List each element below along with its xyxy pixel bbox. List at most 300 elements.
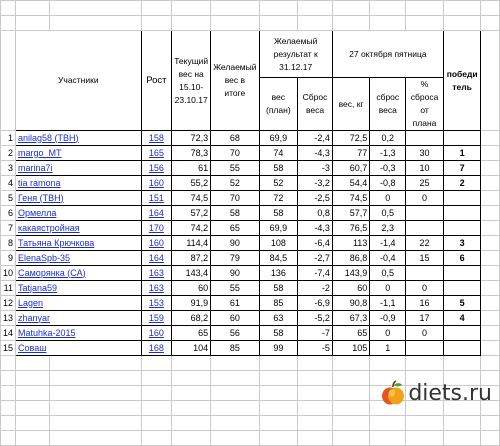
weight-cell: 54,4: [332, 176, 369, 191]
percent-cell: [406, 221, 444, 236]
weight-cell: 90,8: [332, 296, 369, 311]
height-cell-link[interactable]: 153: [148, 297, 164, 308]
top-blank-row: [1, 1, 500, 16]
weight-cell: 60: [332, 281, 369, 296]
height-cell-link[interactable]: 156: [148, 162, 164, 173]
winner-cell: 4: [443, 311, 481, 326]
empty-cell: [481, 236, 500, 251]
plan-drop-cell: -6,9: [298, 296, 333, 311]
participant-name[interactable]: [16, 266, 142, 281]
plan-weight-cell: 58: [259, 326, 298, 341]
winner-cell: [443, 281, 481, 296]
empty-cell: [172, 371, 211, 386]
empty-cell: [298, 386, 333, 401]
height-cell-link[interactable]: 164: [148, 207, 164, 218]
desired-weight-cell: 90: [211, 266, 259, 281]
header-plan-weight: вес (план): [259, 78, 298, 131]
desired-weight-cell: 85: [211, 341, 259, 356]
empty-cell: [50, 371, 141, 386]
empty-cell: [1, 431, 16, 446]
participant-name-link[interactable]: margo_MT: [18, 147, 62, 158]
empty-cell: [259, 386, 298, 401]
empty-cell: [141, 416, 172, 431]
participant-name-link[interactable]: anilag58 (ТВН): [18, 132, 79, 143]
drop-cell: -0,3: [370, 161, 406, 176]
participant-name-link[interactable]: Соваш: [18, 342, 47, 353]
drop-cell: 0,5: [370, 206, 406, 221]
row-number: 1: [1, 131, 16, 146]
empty-cell: [50, 356, 141, 371]
desired-weight-cell: 55: [211, 161, 259, 176]
plan-weight-cell: 69,9: [259, 131, 298, 146]
row-number: 5: [1, 191, 16, 206]
percent-cell: 0: [406, 326, 444, 341]
current-weight-cell: 61: [172, 161, 211, 176]
plan-drop-cell: -6,4: [298, 236, 333, 251]
participant-name[interactable]: [16, 161, 142, 176]
height-cell-link[interactable]: 168: [148, 342, 164, 353]
header-weight-kg: вес, кг: [332, 78, 369, 131]
weight-cell: 57,7: [332, 206, 369, 221]
plan-weight-cell: 72: [259, 191, 298, 206]
empty-cell: [172, 386, 211, 401]
empty-cell: [16, 386, 50, 401]
header-participants: Участники: [16, 31, 142, 131]
header-winners: победи тель: [443, 31, 481, 131]
empty-cell: [481, 356, 500, 371]
empty-cell: [481, 311, 500, 326]
drop-cell: 0: [370, 281, 406, 296]
empty-cell: [172, 416, 211, 431]
empty-cell: [1, 371, 16, 386]
weight-cell: 67,3: [332, 311, 369, 326]
plan-drop-cell: -3: [298, 161, 333, 176]
empty-cell: [1, 386, 16, 401]
participant-name[interactable]: [16, 311, 142, 326]
empty-cell: [481, 416, 500, 431]
weight-cell: 60,7: [332, 161, 369, 176]
weight-cell: 65: [332, 326, 369, 341]
participant-name-link[interactable]: Matuhka-2015: [18, 327, 76, 338]
drop-cell: 0,5: [370, 266, 406, 281]
row-number: 7: [1, 221, 16, 236]
plan-drop-cell: -3,2: [298, 176, 333, 191]
participant-name[interactable]: [16, 131, 142, 146]
empty-cell: [481, 131, 500, 146]
empty-cell: [1, 356, 16, 371]
empty-row: [1, 416, 500, 431]
plan-drop-cell: -2: [298, 281, 333, 296]
weight-cell: 113: [332, 236, 369, 251]
participant-name-link[interactable]: Tatjana59: [18, 282, 58, 293]
empty-cell: [481, 296, 500, 311]
weight-cell: 72,5: [332, 131, 369, 146]
participant-name-link[interactable]: tia ramona: [18, 177, 61, 188]
row-number: 3: [1, 161, 16, 176]
plan-weight-cell: 58: [259, 161, 298, 176]
winner-cell: [443, 266, 481, 281]
plan-drop-cell: -2,4: [298, 131, 333, 146]
plan-drop-cell: -5: [298, 341, 333, 356]
empty-cell: [16, 401, 50, 416]
participant-name-link[interactable]: Ормелла: [18, 207, 57, 218]
empty-row: [1, 356, 500, 371]
weight-cell: 74,5: [332, 191, 369, 206]
height-cell[interactable]: [141, 341, 172, 356]
participant-name[interactable]: [16, 176, 142, 191]
row-number: 15: [1, 341, 16, 356]
drop-cell: -1,1: [370, 296, 406, 311]
empty-cell: [481, 326, 500, 341]
height-cell[interactable]: [141, 236, 172, 251]
percent-cell: [406, 206, 444, 221]
winner-cell: [443, 206, 481, 221]
height-cell[interactable]: [141, 311, 172, 326]
drop-cell: -0,4: [370, 251, 406, 266]
row-number: 11: [1, 281, 16, 296]
empty-cell: [211, 431, 259, 446]
header-height: Рост: [141, 31, 172, 131]
participant-name[interactable]: [16, 281, 142, 296]
winner-cell: [443, 326, 481, 341]
empty-cell: [50, 431, 141, 446]
empty-cell: [443, 416, 481, 431]
row-number: 13: [1, 311, 16, 326]
empty-cell: [406, 356, 444, 371]
height-cell-link[interactable]: 163: [148, 267, 164, 278]
winner-cell: 1: [443, 146, 481, 161]
empty-row: [1, 431, 500, 446]
empty-cell: [298, 356, 333, 371]
row-number: 9: [1, 251, 16, 266]
empty-cell: [481, 161, 500, 176]
percent-cell: 0: [406, 281, 444, 296]
table-row: [1, 176, 500, 191]
height-cell-link[interactable]: 160: [148, 237, 164, 248]
empty-cell: [332, 356, 369, 371]
percent-cell: 15: [406, 251, 444, 266]
current-weight-cell: 65: [172, 326, 211, 341]
participant-name[interactable]: [16, 206, 142, 221]
header-current-weight: Текущий вес на 15.10-23.10.17: [172, 31, 211, 131]
height-cell[interactable]: [141, 296, 172, 311]
drop-cell: -0,8: [370, 176, 406, 191]
drop-cell: -1,4: [370, 236, 406, 251]
empty-cell: [370, 431, 406, 446]
percent-cell: 10: [406, 161, 444, 176]
empty-cell: [298, 431, 333, 446]
participant-name-link[interactable]: Геня (ТВН): [18, 192, 64, 203]
height-cell[interactable]: [141, 326, 172, 341]
empty-cell: [332, 371, 369, 386]
plan-weight-cell: 136: [259, 266, 298, 281]
plan-weight-cell: 63: [259, 311, 298, 326]
height-cell[interactable]: [141, 206, 172, 221]
height-cell-link[interactable]: 164: [148, 252, 164, 263]
empty-cell: [332, 401, 369, 416]
participant-name[interactable]: [16, 341, 142, 356]
table-row: [1, 311, 500, 326]
height-cell-link[interactable]: 160: [148, 177, 164, 188]
desired-weight-cell: 70: [211, 191, 259, 206]
current-weight-cell: 87,2: [172, 251, 211, 266]
empty-cell: [211, 356, 259, 371]
drop-cell: 2,3: [370, 221, 406, 236]
empty-cell: [298, 371, 333, 386]
empty-cell: [16, 431, 50, 446]
desired-weight-cell: 55: [211, 281, 259, 296]
participant-name[interactable]: [16, 236, 142, 251]
empty-cell: [1, 416, 16, 431]
table-row: [1, 191, 500, 206]
empty-cell: [443, 356, 481, 371]
table-row: [1, 251, 500, 266]
drop-cell: 0: [370, 191, 406, 206]
plan-drop-cell: -5,2: [298, 311, 333, 326]
table-row: [1, 206, 500, 221]
desired-weight-cell: 61: [211, 296, 259, 311]
current-weight-cell: 57,2: [172, 206, 211, 221]
drop-cell: -0,9: [370, 311, 406, 326]
table-row: [1, 341, 500, 356]
empty-cell: [259, 401, 298, 416]
empty-cell: [259, 371, 298, 386]
logo-text: diets.ru: [408, 380, 492, 406]
empty-cell: [481, 191, 500, 206]
empty-cell: [259, 431, 298, 446]
empty-cell: [211, 401, 259, 416]
height-cell[interactable]: [141, 266, 172, 281]
empty-cell: [481, 221, 500, 236]
header-date: 27 октября пятница: [332, 31, 443, 78]
height-cell[interactable]: [141, 146, 172, 161]
plan-weight-cell: 74: [259, 146, 298, 161]
row-number: 6: [1, 206, 16, 221]
empty-cell: [481, 281, 500, 296]
percent-cell: 0: [406, 191, 444, 206]
plan-weight-cell: 58: [259, 281, 298, 296]
empty-cell: [332, 431, 369, 446]
percent-cell: [406, 341, 444, 356]
table-row: [1, 161, 500, 176]
plan-drop-cell: -4,3: [298, 221, 333, 236]
empty-cell: [16, 416, 50, 431]
plan-drop-cell: -7,4: [298, 266, 333, 281]
winner-cell: [443, 131, 481, 146]
participant-name[interactable]: [16, 296, 142, 311]
table-row: [1, 131, 500, 146]
empty-cell: [481, 266, 500, 281]
current-weight-cell: 60: [172, 281, 211, 296]
plan-drop-cell: -2,7: [298, 251, 333, 266]
empty-cell: [406, 431, 444, 446]
height-cell[interactable]: [141, 176, 172, 191]
header-desired-result: Желаемый результат к 31.12.17: [259, 31, 332, 78]
participant-name-link[interactable]: Lagen: [18, 297, 44, 308]
winner-cell: [443, 221, 481, 236]
participant-name[interactable]: [16, 251, 142, 266]
plan-drop-cell: 0,8: [298, 206, 333, 221]
weight-cell: 143,9: [332, 266, 369, 281]
height-cell[interactable]: [141, 251, 172, 266]
current-weight-cell: 78,3: [172, 146, 211, 161]
weight-cell: 86,8: [332, 251, 369, 266]
table-row: [1, 281, 500, 296]
desired-weight-cell: 90: [211, 236, 259, 251]
empty-cell: [211, 386, 259, 401]
height-cell[interactable]: [141, 131, 172, 146]
empty-cell: [370, 356, 406, 371]
percent-cell: [406, 266, 444, 281]
table-row: [1, 236, 500, 251]
empty-cell: [1, 401, 16, 416]
apple-icon: [381, 380, 405, 406]
weight-cell: 76,5: [332, 221, 369, 236]
empty-cell: [481, 146, 500, 161]
plan-drop-cell: -7: [298, 326, 333, 341]
empty-cell: [50, 401, 141, 416]
header-plan-drop: Сброс веса: [298, 78, 333, 131]
weight-cell: 105: [332, 341, 369, 356]
empty-cell: [332, 386, 369, 401]
desired-weight-cell: 65: [211, 221, 259, 236]
header-desired-weight: Желаемый вес в итоге: [211, 31, 259, 131]
winner-cell: 3: [443, 236, 481, 251]
plan-weight-cell: 58: [259, 206, 298, 221]
empty-cell: [172, 401, 211, 416]
desired-weight-cell: 68: [211, 131, 259, 146]
height-cell-link[interactable]: 151: [148, 192, 164, 203]
winner-cell: 6: [443, 251, 481, 266]
percent-cell: [406, 131, 444, 146]
percent-cell: 30: [406, 146, 444, 161]
plan-drop-cell: -4,3: [298, 146, 333, 161]
blank-row: [1, 16, 500, 31]
winner-cell: [443, 341, 481, 356]
height-cell-link[interactable]: 170: [148, 222, 164, 233]
empty-cell: [141, 356, 172, 371]
row-number: 10: [1, 266, 16, 281]
empty-cell: [443, 431, 481, 446]
row-number: 8: [1, 236, 16, 251]
row-number: 12: [1, 296, 16, 311]
desired-weight-cell: 79: [211, 251, 259, 266]
empty-cell: [211, 416, 259, 431]
desired-weight-cell: 52: [211, 176, 259, 191]
empty-cell: [141, 386, 172, 401]
empty-cell: [141, 431, 172, 446]
plan-drop-cell: -2,5: [298, 191, 333, 206]
diets-logo: [381, 378, 492, 408]
desired-weight-cell: 60: [211, 311, 259, 326]
desired-weight-cell: 56: [211, 326, 259, 341]
empty-cell: [16, 371, 50, 386]
current-weight-cell: 74,2: [172, 221, 211, 236]
empty-cell: [481, 341, 500, 356]
participant-name[interactable]: [16, 326, 142, 341]
height-cell[interactable]: [141, 191, 172, 206]
participant-name-link[interactable]: Самоpянка (СА): [18, 267, 86, 278]
height-cell[interactable]: [141, 161, 172, 176]
winner-cell: 2: [443, 176, 481, 191]
height-cell-link[interactable]: 165: [148, 147, 164, 158]
header-row-1: [1, 31, 500, 78]
percent-cell: 22: [406, 236, 444, 251]
empty-cell: [259, 416, 298, 431]
empty-cell: [50, 416, 141, 431]
participant-name[interactable]: [16, 146, 142, 161]
participant-name[interactable]: [16, 191, 142, 206]
desired-weight-cell: 70: [211, 146, 259, 161]
winner-cell: 5: [443, 296, 481, 311]
plan-weight-cell: 84,5: [259, 251, 298, 266]
empty-cell: [481, 431, 500, 446]
drop-cell: 0: [370, 326, 406, 341]
table-row: [1, 146, 500, 161]
empty-cell: [50, 386, 141, 401]
row-number: 2: [1, 146, 16, 161]
row-number: 4: [1, 176, 16, 191]
header-percent: % сброса от плана: [406, 78, 444, 131]
participant-name-link[interactable]: marina7i: [18, 162, 53, 173]
percent-cell: 17: [406, 311, 444, 326]
height-cell-link[interactable]: 160: [148, 327, 164, 338]
current-weight-cell: 114,4: [172, 236, 211, 251]
weight-cell: 77: [332, 146, 369, 161]
empty-cell: [481, 206, 500, 221]
drop-cell: 1: [370, 341, 406, 356]
percent-cell: 25: [406, 176, 444, 191]
winner-cell: [443, 191, 481, 206]
current-weight-cell: 55,2: [172, 176, 211, 191]
empty-cell: [332, 416, 369, 431]
empty-cell: [370, 416, 406, 431]
participant-name-link[interactable]: ElenaSpb-35: [18, 252, 71, 263]
current-weight-cell: 104: [172, 341, 211, 356]
height-cell[interactable]: [141, 221, 172, 236]
empty-cell: [481, 176, 500, 191]
current-weight-cell: 91,9: [172, 296, 211, 311]
row-number: 14: [1, 326, 16, 341]
participant-name[interactable]: [16, 221, 142, 236]
winner-cell: 7: [443, 161, 481, 176]
height-cell-link[interactable]: 159: [148, 312, 164, 323]
drop-cell: -1,3: [370, 146, 406, 161]
plan-weight-cell: 108: [259, 236, 298, 251]
participant-name-link[interactable]: zhanyar: [18, 312, 51, 323]
empty-cell: [141, 401, 172, 416]
table-row: [1, 326, 500, 341]
plan-weight-cell: 99: [259, 341, 298, 356]
percent-cell: 16: [406, 296, 444, 311]
plan-weight-cell: 52: [259, 176, 298, 191]
height-cell-link[interactable]: 158: [148, 132, 164, 143]
desired-weight-cell: 58: [211, 206, 259, 221]
participant-name-link[interactable]: какаястройная: [18, 222, 80, 233]
plan-weight-cell: 69,9: [259, 221, 298, 236]
current-weight-cell: 72,3: [172, 131, 211, 146]
empty-cell: [298, 401, 333, 416]
empty-cell: [406, 416, 444, 431]
plan-weight-cell: 85: [259, 296, 298, 311]
current-weight-cell: 74,5: [172, 191, 211, 206]
height-cell-link[interactable]: 163: [148, 282, 164, 293]
empty-cell: [211, 371, 259, 386]
participant-name-link[interactable]: Татьяна Крючкова: [18, 237, 95, 248]
height-cell[interactable]: [141, 281, 172, 296]
current-weight-cell: 143,4: [172, 266, 211, 281]
empty-cell: [259, 356, 298, 371]
